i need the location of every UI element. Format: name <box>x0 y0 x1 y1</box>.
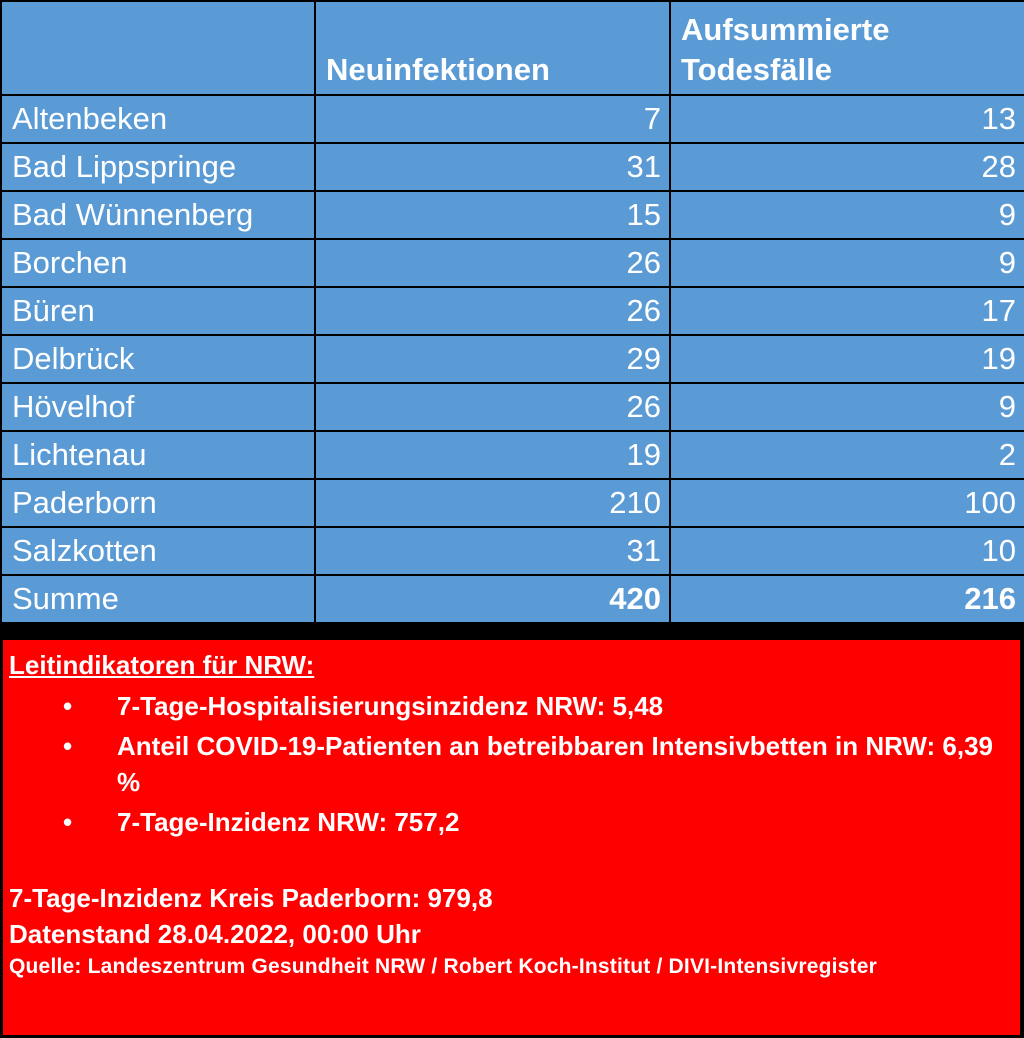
cumulative-deaths-value: 19 <box>670 335 1024 383</box>
new-infections-value: 31 <box>315 527 670 575</box>
municipality-name: Borchen <box>1 239 315 287</box>
bullet-icon: • <box>63 807 73 837</box>
cumulative-deaths-value: 17 <box>670 287 1024 335</box>
table-sum-row <box>1 575 1024 623</box>
table-row <box>1 335 1024 383</box>
sum-label: Summe <box>1 575 315 623</box>
sum-cumulative-deaths: 216 <box>670 575 1024 623</box>
municipality-name: Paderborn <box>1 479 315 527</box>
indicator-item <box>9 804 1014 840</box>
cumulative-deaths-value: 2 <box>670 431 1024 479</box>
cumulative-deaths-value: 13 <box>670 95 1024 143</box>
sum-new-infections: 420 <box>315 575 670 623</box>
table-row <box>1 143 1024 191</box>
table-row <box>1 239 1024 287</box>
municipality-name: Altenbeken <box>1 95 315 143</box>
municipality-name: Bad Lippspringe <box>1 143 315 191</box>
source-note: Quelle: Landeszentrum Gesundheit NRW / Robert Koch-Institut / DIVI-Intensivregister <box>9 955 877 978</box>
municipality-name: Hövelhof <box>1 383 315 431</box>
table-row <box>1 527 1024 575</box>
bullet-icon: • <box>63 691 73 721</box>
new-infections-value: 210 <box>315 479 670 527</box>
bullet-icon: • <box>63 731 73 761</box>
table-row <box>1 287 1024 335</box>
cumulative-deaths-value: 10 <box>670 527 1024 575</box>
header-new-infections: Neuinfektionen <box>315 1 670 95</box>
table-header-row <box>1 1 1024 95</box>
cumulative-deaths-value: 9 <box>670 383 1024 431</box>
new-infections-value: 26 <box>315 287 670 335</box>
table-row <box>1 95 1024 143</box>
new-infections-value: 29 <box>315 335 670 383</box>
municipality-name: Büren <box>1 287 315 335</box>
new-infections-value: 7 <box>315 95 670 143</box>
new-infections-value: 19 <box>315 431 670 479</box>
indicator-item <box>9 688 1014 724</box>
table-row <box>1 383 1024 431</box>
indicator-text: 7-Tage-Inzidenz NRW: 757,2 <box>117 807 460 837</box>
cumulative-deaths-value: 9 <box>670 191 1024 239</box>
indicator-item <box>9 728 1014 800</box>
data-timestamp: Datenstand 28.04.2022, 00:00 Uhr <box>9 919 421 949</box>
cumulative-deaths-value: 28 <box>670 143 1024 191</box>
municipality-name: Lichtenau <box>1 431 315 479</box>
cumulative-deaths-value: 100 <box>670 479 1024 527</box>
municipality-name: Delbrück <box>1 335 315 383</box>
header-cumulative-deaths: Aufsummierte Todesfälle <box>670 1 1024 95</box>
nrw-indicators-panel <box>3 640 1020 1035</box>
municipality-name: Bad Wünnenberg <box>1 191 315 239</box>
new-infections-value: 31 <box>315 143 670 191</box>
table-row <box>1 431 1024 479</box>
indicators-list <box>9 688 1014 840</box>
table-row <box>1 191 1024 239</box>
new-infections-value: 26 <box>315 383 670 431</box>
municipality-name: Salzkotten <box>1 527 315 575</box>
indicator-text: 7-Tage-Hospitalisierungsinzidenz NRW: 5,48 <box>117 691 664 721</box>
new-infections-value: 15 <box>315 191 670 239</box>
new-infections-value: 26 <box>315 239 670 287</box>
header-municipality <box>1 1 315 95</box>
kreis-incidence: 7-Tage-Inzidenz Kreis Paderborn: 979,8 <box>9 883 493 913</box>
indicator-text: Anteil COVID-19-Patienten an betreibbaren Intensivbetten in NRW: 6,39 % <box>117 731 993 797</box>
indicators-heading: Leitindikatoren für NRW: <box>9 650 315 680</box>
cumulative-deaths-value: 9 <box>670 239 1024 287</box>
table-row <box>1 479 1024 527</box>
